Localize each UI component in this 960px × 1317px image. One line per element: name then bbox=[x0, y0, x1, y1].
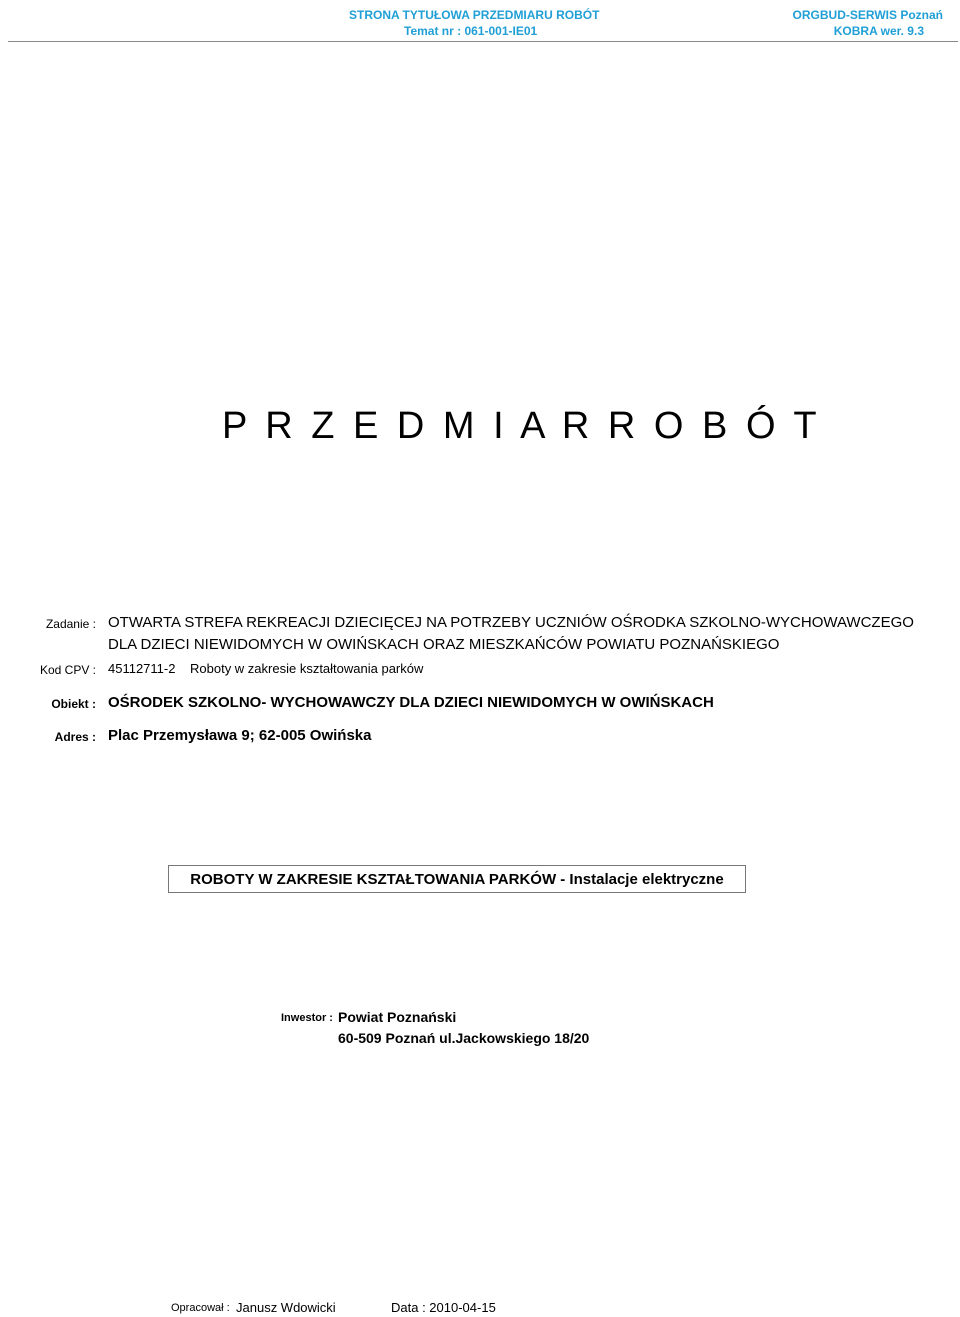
zadanie-label: Zadanie : bbox=[45, 617, 96, 631]
header-divider bbox=[8, 41, 958, 42]
adres-label: Adres : bbox=[54, 730, 96, 744]
cpv-label: Kod CPV : bbox=[39, 663, 96, 677]
header-right-title: ORGBUD-SERWIS Poznań bbox=[792, 8, 943, 22]
document-date: Data : 2010-04-15 bbox=[391, 1300, 496, 1315]
header-left-title: STRONA TYTUŁOWA PRZEDMIARU ROBÓT bbox=[349, 8, 600, 22]
page-title: P R Z E D M I A R R O B Ó T bbox=[222, 405, 821, 447]
prepared-by-name: Janusz Wdowicki bbox=[236, 1300, 336, 1315]
zadanie-line-1: OTWARTA STREFA REKREACJI DZIECIĘCEJ NA POTRZEBY UCZNIÓW OŚRODKA SZKOLNO-WYCHOWAWCZEGO bbox=[108, 614, 914, 631]
investor-name: Powiat Poznański bbox=[338, 1009, 457, 1025]
prepared-by-label: Opracował : bbox=[171, 1302, 230, 1314]
obiekt-value: OŚRODEK SZKOLNO- WYCHOWAWCZY DLA DZIECI NIEWIDOMYCH W OWIŃSKACH bbox=[108, 694, 714, 711]
zadanie-line-2: DLA DZIECI NIEWIDOMYCH W OWIŃSKACH ORAZ MIESZKAŃCÓW POWIATU POZNAŃSKIEGO bbox=[108, 636, 780, 653]
header-left-subtitle: Temat nr : 061-001-IE01 bbox=[404, 24, 538, 38]
cpv-description: Roboty w zakresie kształtowania parków bbox=[190, 661, 424, 676]
investor-label: Inwestor : bbox=[281, 1012, 333, 1024]
scope-box: ROBOTY W ZAKRESIE KSZTAŁTOWANIA PARKÓW - Instalacje elektryczne bbox=[168, 865, 746, 893]
obiekt-label: Obiekt : bbox=[51, 697, 96, 711]
cpv-code: 45112711-2 bbox=[108, 661, 176, 676]
header-right-subtitle: KOBRA wer. 9.3 bbox=[833, 24, 924, 38]
adres-value: Plac Przemysława 9; 62-005 Owińska bbox=[108, 727, 372, 744]
investor-address: 60-509 Poznań ul.Jackowskiego 18/20 bbox=[338, 1030, 590, 1046]
